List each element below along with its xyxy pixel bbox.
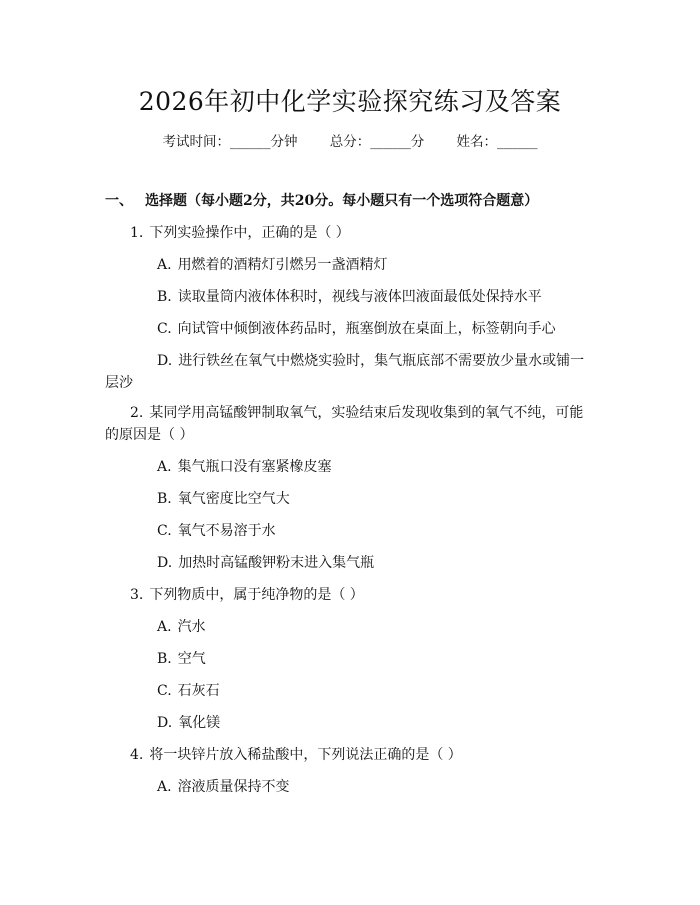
option-label: B. [157, 491, 172, 507]
question-text: 下列实验操作中，正确的是（ ） [149, 225, 350, 241]
option-label: C. [157, 321, 172, 337]
option-text: 氧气密度比空气大 [177, 491, 290, 507]
option-label: A. [157, 257, 172, 273]
option-label: D. [157, 555, 173, 571]
page-title: 2026年初中化学实验探究练习及答案 [138, 87, 562, 116]
option-text: 氧化镁 [178, 715, 221, 731]
option-label: C. [157, 523, 172, 539]
section-heading [105, 190, 665, 210]
option-text: 加热时高锰酸钾粉末进入集气瓶 [178, 555, 375, 571]
question-4 [105, 744, 593, 766]
question-3-option-d [105, 712, 593, 734]
question-2-option-b [105, 488, 593, 510]
option-label: D. [157, 353, 173, 369]
student-name-field: 姓名：______ [456, 134, 538, 150]
option-text: 读取量筒内液体体积时，视线与液体凹液面最低处保持水平 [177, 289, 542, 305]
question-2 [105, 402, 593, 446]
option-text: 汽水 [177, 619, 206, 635]
section-number: 一、 [105, 193, 133, 209]
exam-meta [0, 130, 700, 150]
option-text: 用燃着的酒精灯引燃另一盏酒精灯 [177, 257, 388, 273]
option-label: C. [157, 683, 172, 699]
question-4-option-a [105, 776, 593, 798]
question-number: 4. [130, 747, 144, 763]
question-3-option-c [105, 680, 593, 702]
option-text: 集气瓶口没有塞紧橡皮塞 [177, 459, 332, 475]
option-label: A. [157, 459, 172, 475]
question-number: 3. [130, 587, 144, 603]
question-3-option-b [105, 648, 593, 670]
question-2-option-c [105, 520, 593, 542]
option-label: B. [157, 651, 172, 667]
exam-time-field: 考试时间：______分钟 [162, 134, 298, 150]
total-score-field: 总分：______分 [329, 134, 425, 150]
question-1-option-b [105, 286, 593, 308]
option-text: 进行铁丝在氧气中燃烧实验时，集气瓶底部不需要放少量水或铺一层沙 [105, 353, 585, 391]
question-2-option-d [105, 552, 593, 574]
question-3 [105, 584, 593, 606]
question-text: 下列物质中，属于纯净物的是（ ） [149, 587, 364, 603]
question-1-option-d [105, 350, 593, 394]
option-label: A. [157, 619, 172, 635]
question-2-option-a [105, 456, 593, 478]
question-1 [105, 222, 593, 244]
option-text: 溶液质量保持不变 [177, 779, 290, 795]
question-text: 某同学用高锰酸钾制取氧气，实验结束后发现收集到的氧气不纯，可能的原因是（ ） [105, 405, 584, 443]
option-text: 空气 [177, 651, 206, 667]
question-number: 2. [130, 405, 144, 421]
question-text: 将一块锌片放入稀盐酸中，下列说法正确的是（ ） [149, 747, 462, 763]
option-text: 向试管中倾倒液体药品时，瓶塞倒放在桌面上，标签朝向手心 [177, 321, 556, 337]
question-3-option-a [105, 616, 593, 638]
question-number: 1. [130, 225, 144, 241]
section-title: 选择题（每小题2分，共20分。每小题只有一个选项符合题意） [145, 193, 539, 209]
option-text: 氧气不易溶于水 [177, 523, 276, 539]
option-label: D. [157, 715, 173, 731]
option-label: B. [157, 289, 172, 305]
question-1-option-c [105, 318, 593, 340]
option-text: 石灰石 [177, 683, 220, 699]
question-1-option-a [105, 254, 593, 276]
option-label: A. [157, 779, 172, 795]
